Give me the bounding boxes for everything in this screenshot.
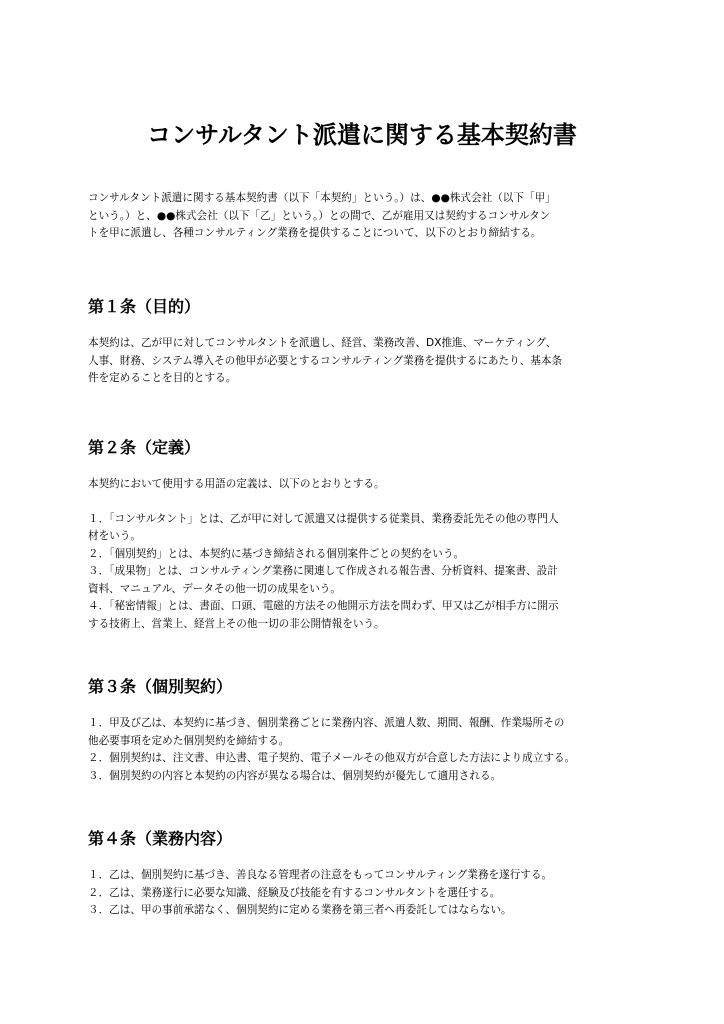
intro-line: トを甲に派遣し、各種コンサルティング業務を提供することについて、以下のとおり締結する。 [88, 227, 542, 239]
list-item: 他必要事項を定めた個別契約を締結する。 [88, 734, 290, 747]
article-heading: 第２条（定義） [88, 438, 201, 457]
article-line: 本契約は、乙が甲に対してコンサルタントを派遣し、経営、業務改善、DX推進、マーケティング、 [88, 337, 557, 349]
article-body [88, 476, 658, 633]
list-item: １．「コンサルタント」とは、乙が甲に対して派遣又は提供する従業員、業務委託先その他の専門人 [88, 512, 559, 525]
list-item: ４．「秘密情報」とは、書面、口頭、電磁的方法その他開示方法を問わず、甲又は乙が相手方に開示 [88, 600, 559, 612]
list-item: 材をいう。 [88, 530, 141, 542]
list-item: ２．「個別契約」とは、本契約に基づき締結される個別案件ごとの契約をいう。 [88, 547, 465, 560]
article-body [88, 867, 658, 920]
definition-list [88, 511, 658, 634]
article-1-purpose [88, 295, 658, 388]
article-body [88, 715, 658, 785]
list-item: ３．乙は、甲の事前承諾なく、個別契約に定める業務を第三者へ再委託してはならない。 [88, 904, 512, 916]
article-line: 件を定めることを目的とする。 [88, 372, 237, 384]
list-item: １．乙は、個別契約に基づき、善良なる管理者の注意をもってコンサルティング業務を遂行する。 [88, 869, 553, 881]
list-item: する技術上、営業上、経営上その他一切の非公開情報をいう。 [88, 617, 385, 630]
article-intro: 本契約において使用する用語の定義は、以下のとおりとする。 [88, 478, 385, 490]
list-item: 資料、マニュアル、データその他一切の成果をいう。 [88, 582, 341, 595]
clause-list [88, 867, 658, 920]
list-item: ３．「成果物」とは、コンサルティング業務に関連して作成される報告書、分析資料、提案書、設計 [88, 565, 558, 577]
article-heading: 第４条（業務内容） [88, 829, 233, 848]
article-line: 人事、財務、システム導入その他甲が必要とするコンサルティング業務を提供するにあたり、基本条 [88, 354, 563, 367]
intro-line: コンサルタント派遣に関する基本契約書（以下「本契約」という。）は、●●株式会社（以下「甲」 [88, 192, 556, 204]
document-intro [88, 190, 648, 243]
list-item: ３．個別契約の内容と本契約の内容が異なる場合は、個別契約が優先して適用される。 [88, 769, 502, 782]
list-item: ２．個別契約は、注文書、申込書、電子契約、電子メールその他双方が合意した方法により成立する。 [88, 752, 576, 764]
article-heading: 第３条（個別契約） [88, 677, 233, 696]
list-item: １．甲及び乙は、本契約に基づき、個別業務ごとに業務内容、派遣人数、期間、報酬、作業場所その [88, 717, 565, 729]
clause-list [88, 715, 658, 785]
article-3-individual-contract [88, 675, 658, 785]
document-title: コンサルタント派遣に関する基本契約書 [147, 121, 577, 149]
article-2-definitions [88, 436, 658, 633]
intro-line: という。）と、●●株式会社（以下「乙」という。）との間で、乙が雇用又は契約するコンサルタン [88, 209, 551, 222]
list-item: ２．乙は、業務遂行に必要な知識、経験及び技能を有するコンサルタントを選任する。 [88, 886, 501, 899]
article-heading: 第１条（目的） [88, 297, 201, 316]
article-body [88, 335, 658, 388]
article-4-scope-of-work [88, 827, 658, 920]
